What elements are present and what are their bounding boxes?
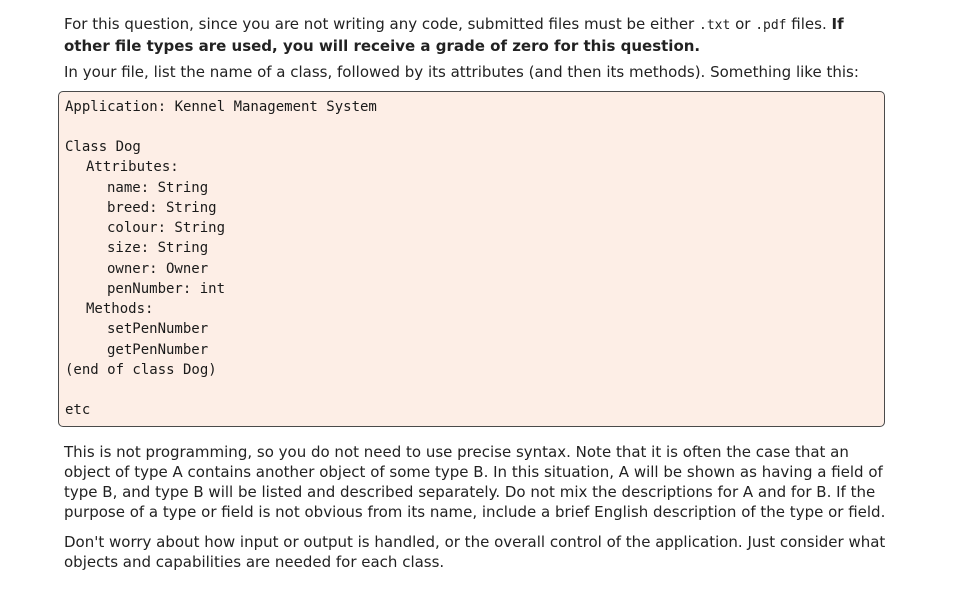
notes-section: [64, 442, 886, 572]
file-type-requirement: [64, 14, 886, 56]
application-line: Application: Kennel Management System: [65, 99, 377, 115]
class-end-line: (end of class Dog): [65, 362, 217, 378]
question-content: [64, 14, 886, 88]
attribute-item: name: String: [107, 180, 209, 196]
syntax-note: This is not programming, so you do not need to use precise syntax. Note that it is often the case that an object of type A contains another object of some type B. In this situation, A will be shown as having a field of type B, and type B will be listed and described separately. Do not mix the descriptions for A and for B. If the purpose of a type or field is not obvious from its name, include a brief English description of the type or field.: [64, 443, 886, 521]
file-type-text: For this question, since you are not writing any code, submitted files must be either: [64, 15, 699, 33]
or-text: or: [730, 15, 756, 33]
class-header: Class Dog: [65, 139, 141, 155]
txt-extension: .txt: [699, 18, 731, 33]
instruction-text: In your file, list the name of a class, followed by its attributes (and then its methods). Something like this:: [64, 63, 859, 81]
attribute-item: penNumber: int: [107, 281, 226, 297]
example-code-box: [58, 91, 885, 427]
io-note: Don't worry about how input or output is handled, or the overall control of the application. Just consider what objects and capabilities are needed for each class.: [64, 533, 886, 571]
pdf-extension: .pdf: [755, 18, 787, 33]
attribute-item: colour: String: [107, 220, 226, 236]
attribute-item: owner: Owner: [107, 261, 209, 277]
method-item: setPenNumber: [107, 321, 209, 337]
attribute-item: breed: String: [107, 200, 217, 216]
methods-label: Methods:: [86, 301, 154, 317]
grade-warning: If other file types are used, you will receive a grade of zero for this question.: [64, 15, 844, 55]
files-text: files.: [786, 15, 832, 33]
attribute-item: size: String: [107, 240, 209, 256]
method-item: getPenNumber: [107, 342, 209, 358]
attributes-label: Attributes:: [86, 159, 179, 175]
etc-line: etc: [65, 402, 91, 418]
